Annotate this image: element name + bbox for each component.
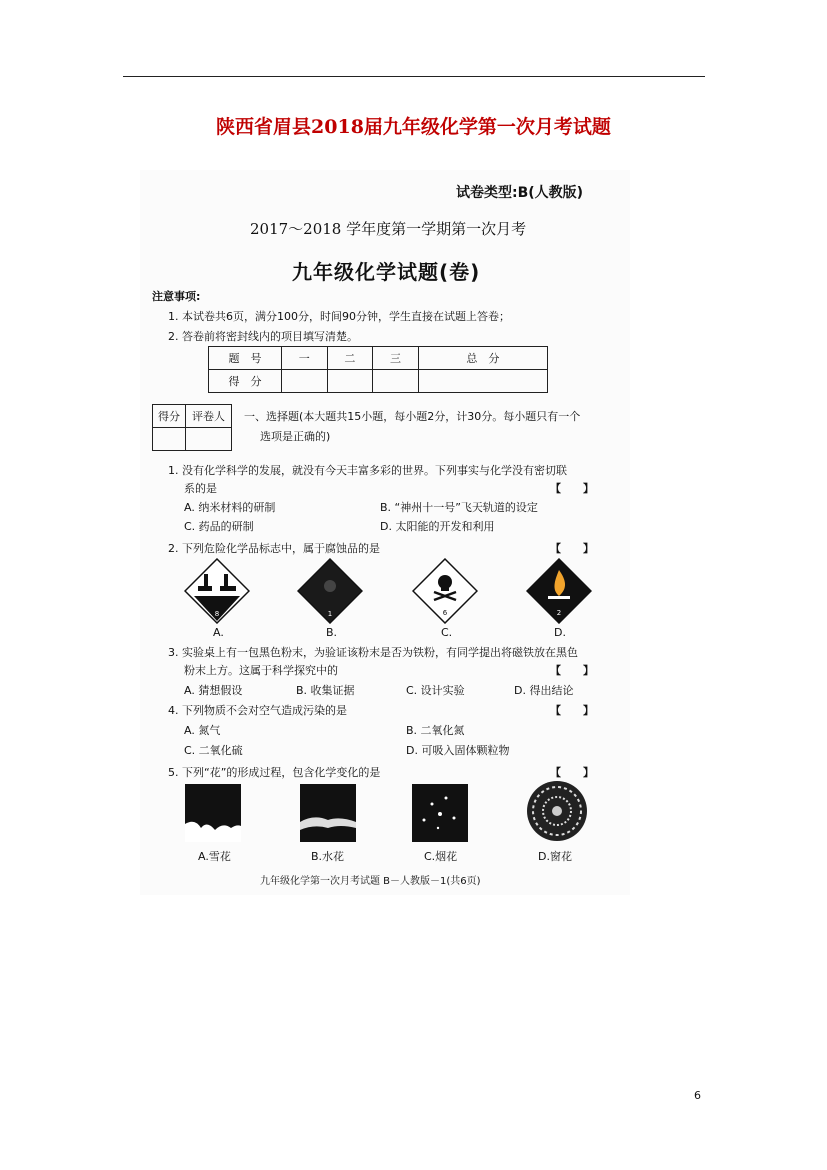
paper-cut-photo [526,780,588,842]
section-score-table [152,404,232,451]
score-cell[interactable] [282,370,328,393]
sign-number: 8 [214,610,220,618]
corrosive-sign-icon [184,558,250,624]
q4-option-b: B. 二氧化氮 [406,724,465,737]
q2-label-c: C. [441,626,453,639]
snowflake-photo [185,784,241,842]
score-header: 二 [327,347,373,370]
q2-label-b: B. [326,626,338,639]
q4-option-a: A. 氮气 [184,724,221,737]
q3-stem-line1: 3. 实验桌上有一包黑色粉末，为验证该粉末是否为铁粉，有同学提出将磁铁放在黑色 [168,646,578,659]
term-title: 2017～2018 学年度第一学期第一次月考 [250,220,527,238]
q2-stem: 2. 下列危险化学品标志中，属于腐蚀品的是 [168,542,380,555]
q4-stem: 4. 下列物质不会对空气造成污染的是 [168,704,347,717]
q1-option-c: C. 药品的研制 [184,520,254,533]
score-header: 一 [282,347,328,370]
section-score-label: 得分 [153,405,186,428]
score-table [208,346,548,393]
q4-option-d: D. 可吸入固体颗粒物 [406,744,510,757]
q1-answer-bracket[interactable]: 【 】 [550,482,594,495]
q1-stem-line2: 系的是 [184,482,217,495]
flammable-sign-icon [526,558,592,624]
document-title: 陕西省眉县2018届九年级化学第一次月考试题 [216,116,611,138]
q5-stem: 5. 下列“花”的形成过程，包含化学变化的是 [168,766,381,779]
q3-stem-line2: 粉末上方。这属于科学探究中的 [184,664,338,677]
q4-option-c: C. 二氧化硫 [184,744,243,757]
q5-caption-a: A.雪花 [198,850,231,863]
section-grader-label: 评卷人 [186,405,232,428]
q3-option-b: B. 收集证据 [296,684,355,697]
notice-item: 2. 答卷前将密封线内的项目填写清楚。 [168,330,358,343]
q3-answer-bracket[interactable]: 【 】 [550,664,594,677]
notice-item: 1. 本试卷共6页，满分100分，时间90分钟，学生直接在试题上答卷； [168,310,510,323]
q3-option-d: D. 得出结论 [514,684,574,697]
score-header: 三 [373,347,419,370]
section-grader-cell[interactable] [186,428,232,451]
q5-caption-d: D.窗花 [538,850,572,863]
section1-line2: 选项是正确的) [260,430,331,443]
q1-option-d: D. 太阳能的开发和利用 [380,520,495,533]
sign-number: 6 [442,609,448,617]
q5-caption-b: B.水花 [311,850,345,863]
page-number: 6 [694,1089,701,1102]
q1-option-a: A. 纳米材料的研制 [184,501,276,514]
water-splash-photo [300,784,356,842]
q2-label-a: A. [213,626,224,639]
notice-heading: 注意事项: [152,290,201,303]
q3-option-a: A. 猜想假设 [184,684,243,697]
score-row-label: 得 分 [209,370,282,393]
score-cell[interactable] [373,370,419,393]
q1-stem-line1: 1. 没有化学科学的发展，就没有今天丰富多彩的世界。下列事实与化学没有密切联 [168,464,567,477]
score-header: 题 号 [209,347,282,370]
score-header: 总 分 [418,347,547,370]
q5-answer-bracket[interactable]: 【 】 [550,766,594,779]
sign-number: 1 [327,610,333,618]
q2-answer-bracket[interactable]: 【 】 [550,542,594,555]
scanned-exam-page [140,170,630,895]
score-cell[interactable] [327,370,373,393]
toxic-skull-sign-icon [412,558,478,624]
q1-option-b: B. “神州十一号”飞天轨道的设定 [380,501,538,514]
exam-title: 九年级化学试题(卷) [292,260,481,284]
q2-label-d: D. [554,626,566,639]
header-rule [123,76,705,77]
explosive-sign-icon [297,558,363,624]
section1-line1: 一、选择题(本大题共15小题，每小题2分，计30分。每小题只有一个 [244,410,581,423]
fireworks-photo [412,784,468,842]
q4-answer-bracket[interactable]: 【 】 [550,704,594,717]
q3-option-c: C. 设计实验 [406,684,465,697]
page-footer: 九年级化学第一次月考试题 B－人教版－1(共6页) [260,876,481,887]
section-score-cell[interactable] [153,428,186,451]
sign-number: 2 [556,609,562,617]
score-cell[interactable] [418,370,547,393]
paper-type: 试卷类型:B(人教版) [456,185,584,201]
q5-caption-c: C.烟花 [424,850,458,863]
